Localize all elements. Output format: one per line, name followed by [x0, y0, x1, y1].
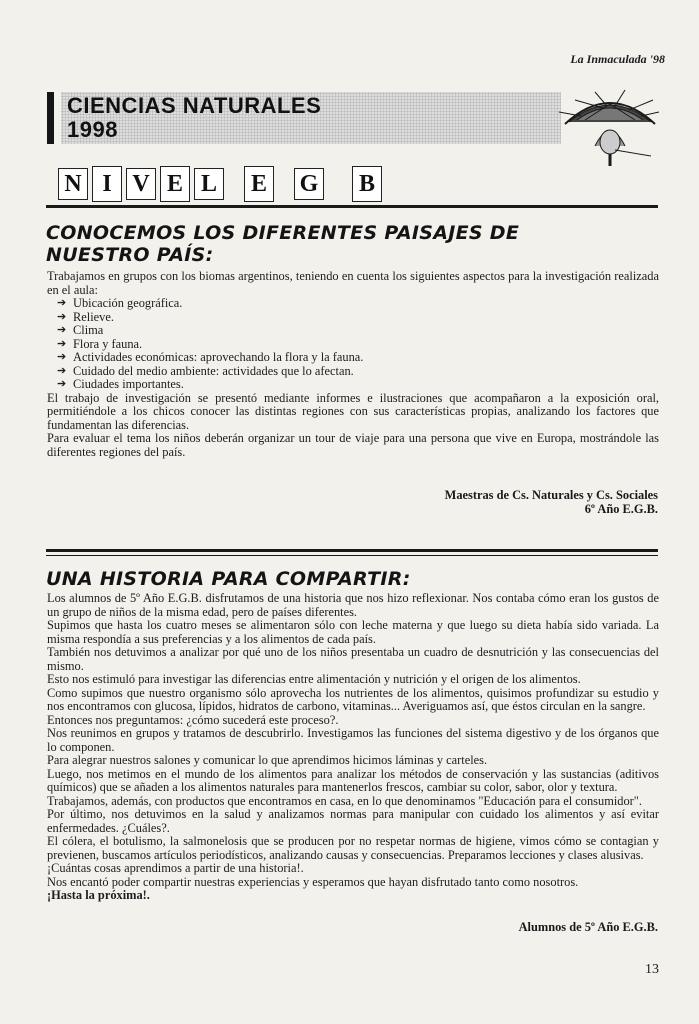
section1-body	[47, 270, 659, 459]
arrow-bullet-icon: ➔	[57, 324, 67, 336]
section2-paragraph: Entonces nos preguntamos: ¿cómo sucederá este proceso?.	[47, 712, 339, 727]
signature-line: Maestras de Cs. Naturales y Cs. Sociales	[444, 488, 658, 502]
running-head: La Inmaculada '98	[570, 52, 665, 66]
section2-paragraph: Supimos que hasta los cuatro meses se alimentaron sólo con leche materna y que luego su dieta había sido variada. La misma respondía a sus preferencias y a los alimentos de cada país.	[47, 618, 659, 646]
section2-paragraph: Para alegrar nuestros salones y comunicar lo que aprendimos hicimos láminas y carteles.	[47, 753, 488, 767]
list-item: ➔ Actividades económicas: aprovechando la flora y la fauna.	[57, 350, 364, 364]
signature-line: 6º Año E.G.B.	[584, 502, 658, 516]
section2-body	[47, 592, 659, 903]
banner-bar	[47, 92, 54, 144]
list-item: ➔ Flora y fauna.	[57, 336, 143, 351]
list-item: ➔ Relieve.	[57, 309, 114, 324]
section-banner	[47, 92, 655, 148]
flower-diagram-icon	[555, 86, 665, 166]
section1-signature	[445, 488, 658, 516]
section1-bullet-list	[47, 297, 659, 392]
nivel-letter: E	[160, 166, 190, 202]
arrow-bullet-icon: ➔	[57, 337, 67, 350]
section1-title-line2: NUESTRO PAÍS:	[46, 244, 214, 266]
nivel-letter: G	[294, 168, 324, 200]
section2-paragraph: El cólera, el botulismo, la salmonelosis que se producen por no respetar normas de higiene, vimos cómo se contagian y previenen, buscamos artículos periodísticos, analizando causas y consecuencias. Preparamos lecciones y clases alusivas.	[47, 834, 659, 862]
section2-paragraph: Nos reunimos en grupos y tratamos de descubrirlo. Investigamos las funciones del sistema digestivo y de los órganos que lo componen.	[47, 726, 659, 754]
section2-paragraph: Como supimos que nuestro organismo sólo aprovecha los nutrientes de los alimentos, quisimos profundizar su estudio y nos encontramos con glucosa, lípidos, hidratos de carbono, vitaminas... Averiguamos así, que éstos circulan en la sangre.	[47, 685, 659, 713]
section2-paragraph: Esto nos estimuló para investigar las diferencias entre alimentación y nutrición y el origen de los alimentos.	[47, 672, 581, 686]
arrow-bullet-icon: ➔	[57, 297, 67, 309]
nivel-letter: V	[126, 168, 156, 200]
section1-paragraph: Para evaluar el tema los niños deberán organizar un tour de viaje para una persona que vive en Europa, mostrándole las diferentes regiones del país.	[47, 431, 659, 459]
section1-intro: Trabajamos en grupos con los biomas argentinos, teniendo en cuenta los siguientes aspectos para la investigación realizada en el aula:	[47, 269, 659, 297]
arrow-bullet-icon: ➔	[57, 310, 67, 323]
section2-paragraph: También nos detuvimos a analizar por qué uno de los niños presentaba un cuadro de desnutrición y las consecuencias del mismo.	[47, 645, 659, 673]
list-item: ➔ Clima	[57, 323, 104, 337]
section2-signature: Alumnos de 5º Año E.G.B.	[518, 920, 658, 934]
section1-paragraph: El trabajo de investigación se presentó mediante informes e ilustraciones que acompañaron a la exposición oral, permitiéndole a los chicos conocer las distintas regiones con sus características propias, analizando los factores que fundamentan las diferencias.	[47, 390, 659, 432]
section2-paragraph: ¡Cuántas cosas aprendimos a partir de una historia!.	[47, 861, 304, 875]
nivel-letter: I	[92, 166, 122, 202]
page-number: 13	[645, 962, 659, 977]
divider-rule	[46, 205, 658, 208]
nivel-letter: N	[58, 168, 88, 200]
nivel-letter: E	[244, 166, 274, 202]
banner-title-line2: 1998	[67, 117, 118, 142]
list-item: ➔ Cuidado del medio ambiente: actividades que lo afectan.	[57, 363, 354, 378]
arrow-bullet-icon: ➔	[57, 378, 67, 390]
banner-title-line1: CIENCIAS NATURALES	[67, 93, 322, 118]
section2-paragraph: Luego, nos metimos en el mundo de los alimentos para analizar los métodos de conservación y las sustancias (aditivos químicos) que se añaden a los alimentos naturales para mantenerlos frescos, cambiar su color, sabor, olor y textura.	[47, 766, 659, 794]
section2-paragraph: Nos encantó poder compartir nuestras experiencias y esperamos que hayan disfrutado tanto como nosotros.	[47, 874, 579, 889]
divider-rule	[46, 555, 658, 556]
section2-paragraph: Los alumnos de 5º Año E.G.B. disfrutamos de una historia que nos hizo reflexionar. Nos contaba cómo eran los gustos de un grupo de niños de la misma edad, pero de países diferentes.	[47, 591, 659, 619]
list-item: ➔ Ciudades importantes.	[57, 377, 184, 391]
divider-rule	[46, 549, 658, 552]
section2-closing: ¡Hasta la próxima!.	[47, 888, 150, 902]
section2-paragraph: Trabajamos, además, con productos que encontramos en casa, en lo que denominamos "Educación para el consumidor".	[47, 793, 642, 808]
section1-title	[46, 222, 566, 266]
arrow-bullet-icon: ➔	[57, 351, 67, 363]
arrow-bullet-icon: ➔	[57, 364, 67, 377]
section2-title: UNA HISTORIA PARA COMPARTIR:	[46, 568, 411, 590]
section1-title-line1: CONOCEMOS LOS DIFERENTES PAISAJES DE	[46, 222, 520, 244]
banner-title	[67, 94, 321, 142]
section2-paragraph: Por último, nos detuvimos en la salud y analizamos normas para manipular con cuidado los alimentos y así evitar enfermedades. ¿Cuáles?.	[47, 807, 659, 835]
nivel-egb-label	[58, 168, 418, 202]
nivel-letter: B	[352, 166, 382, 202]
list-item: ➔ Ubicación geográfica.	[57, 296, 183, 310]
nivel-letter: L	[194, 168, 224, 200]
